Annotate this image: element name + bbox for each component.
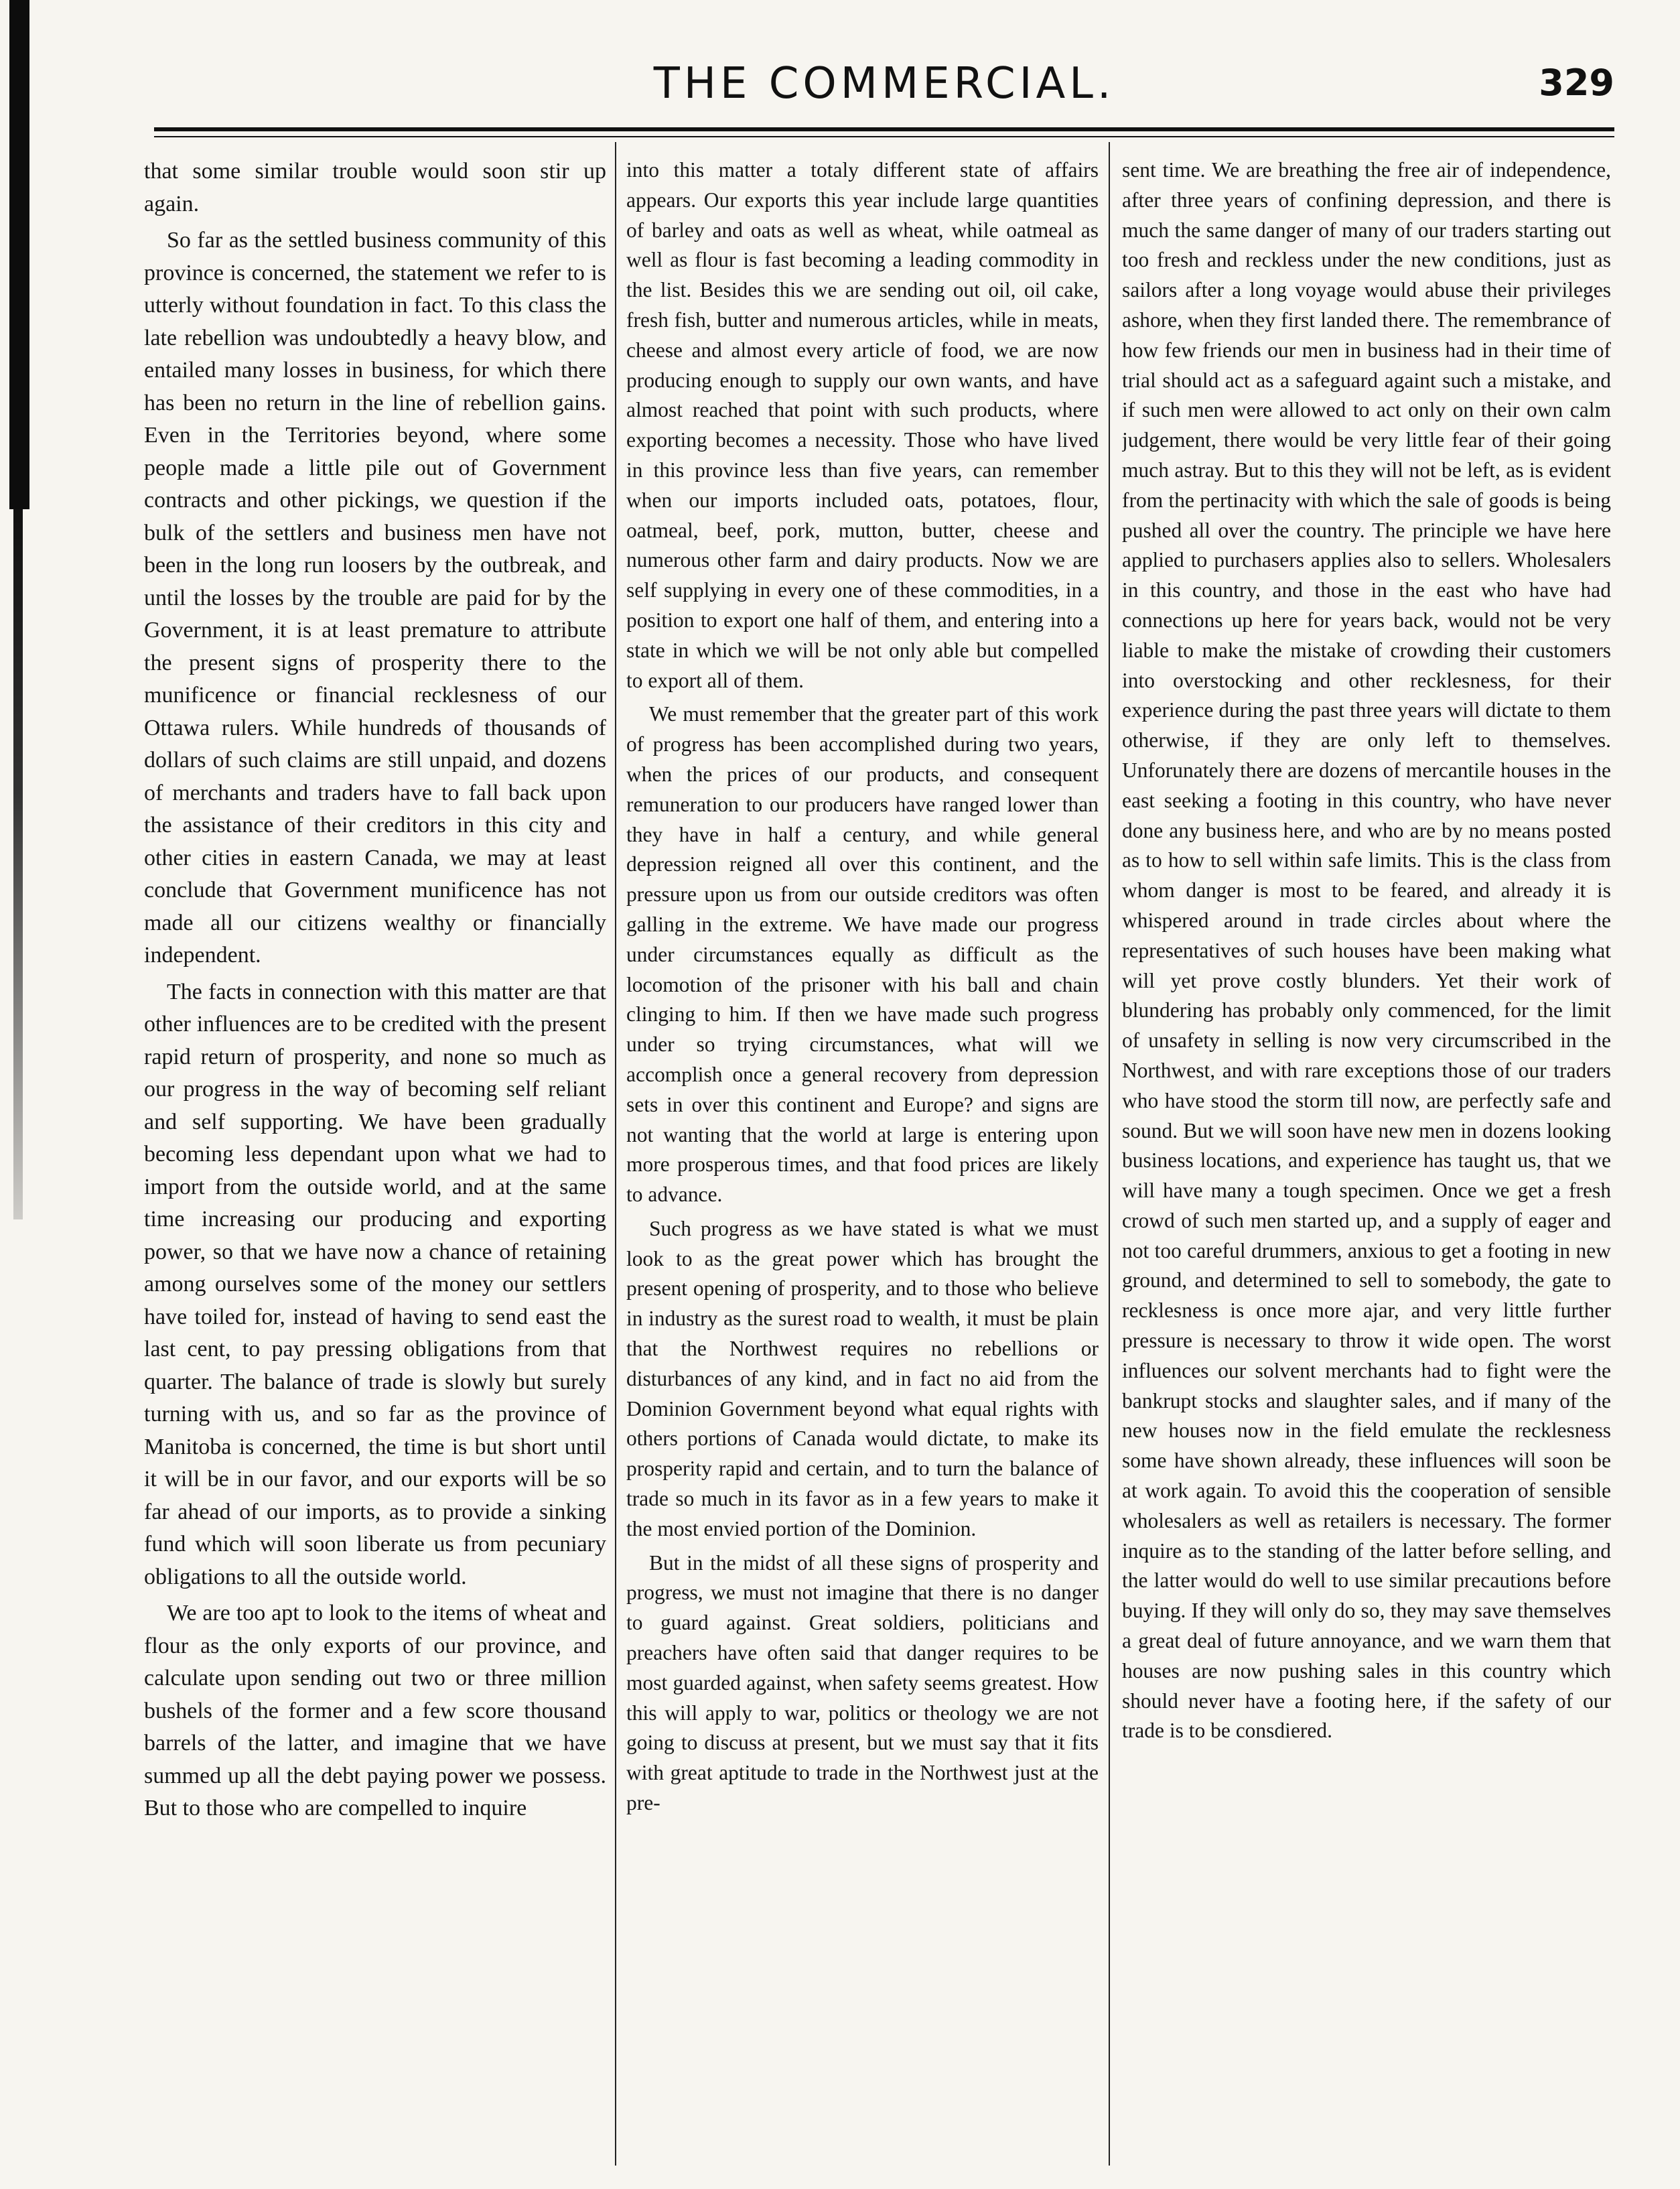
paragraph: We are too apt to look to the items of wheat and flour as the only exports of our province, and calculate upon sending out two or three million bushels of the former and a few score thousand barrels of the latter, and imagine that we have summed up all the debt paying power we possess. But to those who are compelled to inquire: [144, 1601, 606, 1820]
paragraph: into this matter a totaly different state of affairs appears. Our exports this year include large quantities of barley and oats as well as wheat, while oatmeal as well as flour is fast becoming a leading commodity in the list. Besides this we are sending out oil, oil cake, fresh fish, butter and numerous articles, while in meats, cheese and almost every article of food, we are now producing enough to supply our own wants, and have almost reached that point with such products, where exporting becomes a necessity. Those who have lived in this province less than five years, can remember when our imports included oats, potatoes, flour, oatmeal, beef, pork, mutton, butter, cheese and numerous other farm and dairy products. Now we are self supplying in every one of these commodities, in a position to export one half of them, and entering into a state in which we will be not only able but compelled to export all of them.: [626, 158, 1099, 692]
paragraph: Such progress as we have stated is what we must look to as the great power which has brought the present opening of prosperity, and to those who believe in industry as the surest road to wealth, it must be plain that the Northwest requires no rebellions or disturbances of any kind, and in fact no aid from the Dominion Government beyond what equal rights with others portions of Canada would dictate, to make its prosperity rapid and certain, and to turn the balance of trade so much in its favor as in a few years to make it the most envied portion of the Dominion.: [626, 1216, 1099, 1540]
article-column-1: [144, 155, 606, 2159]
column-divider: [1109, 142, 1110, 2166]
article-column-2: [626, 155, 1099, 2159]
article-column-3: [1122, 155, 1611, 2159]
paragraph: The facts in connection with this matter are that other influences are to be credited with the present rapid return of prosperity, and none so much as our progress in the way of becoming self reliant and self supporting. We have been gradually becoming less dependant upon what we had to import from the outside world, and at the same time increasing our producing and exporting power, so that we have now a chance of retaining among ourselves some of the money our settlers have toiled for, instead of having to send east the last cent, to pay pressing obligations from that quarter. The balance of trade is slowly but surely turning with us, and so far as the province of Manitoba is concerned, the time is but short until it will be in our favor, and our exports will be so far ahead of our imports, as to provide a sinking fund which will soon liberate us from pecuniary obligations to all the outside world.: [144, 979, 606, 1589]
publication-title: THE COMMERCIAL.: [653, 59, 1115, 109]
paragraph: But in the midst of all these signs of prosperity and progress, we must not imagine that there is no danger to guard against. Great soldiers, politicians and preachers have often said that danger requires to be most guarded against, when safety seems greatest. How this will apply to war, politics or theology we are not going to discuss at present, but we must say that it fits with great aptitude to trade in the Northwest just at the pre-: [626, 1550, 1099, 1815]
paragraph: that some similar trouble would soon stir up again.: [144, 159, 606, 216]
paragraph: sent time. We are breathing the free air of independence, after three years of confining depression, and there is much the same danger of many of our traders starting out too fresh and reckless under the new conditions, just as sailors after a long voyage would abuse their privileges ashore, when they first landed there. The remembrance of how few friends our men in business had in their time of trial should act as a safeguard againt such a mistake, and if such men were allowed to act only on their own calm judgement, there would be very little fear of their going much astray. But to this they will not be left, as is evident from the pertinacity with which the sale of goods is being pushed all over the country. The principle we have here applied to purchasers applies also to sellers. Wholesalers in this country, and those in the east who have had connections up here for years back, would not be very liable to make the mistake of crowding their customers into overstocking and other recklesness, for their experience during the past three years will dictate to them otherwise, if they are only left to themselves. Unforunately there are dozens of mercantile houses in the east seeking a footing in this country, who have never done any business here, and who are by no means posted as to how to sell within safe limits. This is the class from whom danger is most to be feared, and already it is whispered around in trade circles about where the representatives of such houses have been making what will yet prove costly blunders. Yet their work of blundering has probably only commenced, for the limit of unsafety in selling is now very circumscribed in the Northwest, and with rare exceptions those of our traders who have stood the storm till now, are perfectly safe and sound. But we will soon have new men in dozens looking business locations, and experience has taught us, that we will have many a tough specimen. Once we get a fresh crowd of such men started up, and a supply of eager and not too careful drummers, anxious to get a footing in new ground, and determined to sell to somebody, the gate to recklesness is once more ajar, and very little further pressure is necessary to throw it wide open. The worst influences our solvent merchants had to fight were the bankrupt stocks and slaughter sales, and if many of the new houses now in the field emulate the recklesness some have shown already, these influences will soon be at work again. To avoid this the cooperation of sensible wholesalers as well as retailers is necessary. The former inquire as to the standing of the latter before selling, and the latter would do well to use similar precautions before buying. If they will only do so, they may save themselves a great deal of future annoyance, and we warn them that houses are now pushing sales in this country which should never have a footing here, if the safety of our trade is to be consdiered.: [1122, 158, 1611, 1743]
header-rule-thick: [154, 127, 1614, 131]
paragraph: So far as the settled business community of this province is concerned, the statement we refer to is utterly without foundation in fact. To this class the late rebellion was undoubtedly a heavy blow, and entailed many losses in business, for which there has been no return in the line of rebellion gains. Even in the Territories beyond, where some people made a little pile out of Government contracts and other pickings, we question if the bulk of the settlers and business men have not been in the long run loosers by the outbreak, and until the losses by the trouble are paid for by the Government, it is at least premature to attribute the present signs of prosperity there to the munificence or financial recklesness of our Ottawa rulers. While hundreds of thousands of dollars of such claims are still unpaid, and dozens of merchants and traders have to fall back upon the assistance of their creditors in this city and other cities in eastern Canada, we may at least conclude that Government munificence has not made all our citizens wealthy or financially independent.: [144, 228, 606, 968]
masthead: [154, 59, 1614, 126]
header-rule-thin: [154, 136, 1614, 137]
page-number: 329: [1539, 62, 1614, 104]
binding-edge: [9, 0, 29, 509]
paragraph: We must remember that the greater part of this work of progress has been accomplished during two years, when the prices of our products, and consequent remuneration to our producers have ranged lower than they have in half a century, and while general depression reigned all over this continent, and the pressure upon us from our outside creditors was often galling in the extreme. We have made our progress under circumstances equally as difficult as the locomotion of the prisoner with his ball and chain clinging to him. If then we have made such progress under so trying circumstances, what will we accomplish once a general recovery from depression sets in over this continent and Europe? and signs are not wanting that the world at large is entering upon more prosperous times, and that food prices are likely to advance.: [626, 702, 1099, 1207]
binding-shadow: [13, 509, 23, 1219]
column-divider: [615, 142, 616, 2166]
